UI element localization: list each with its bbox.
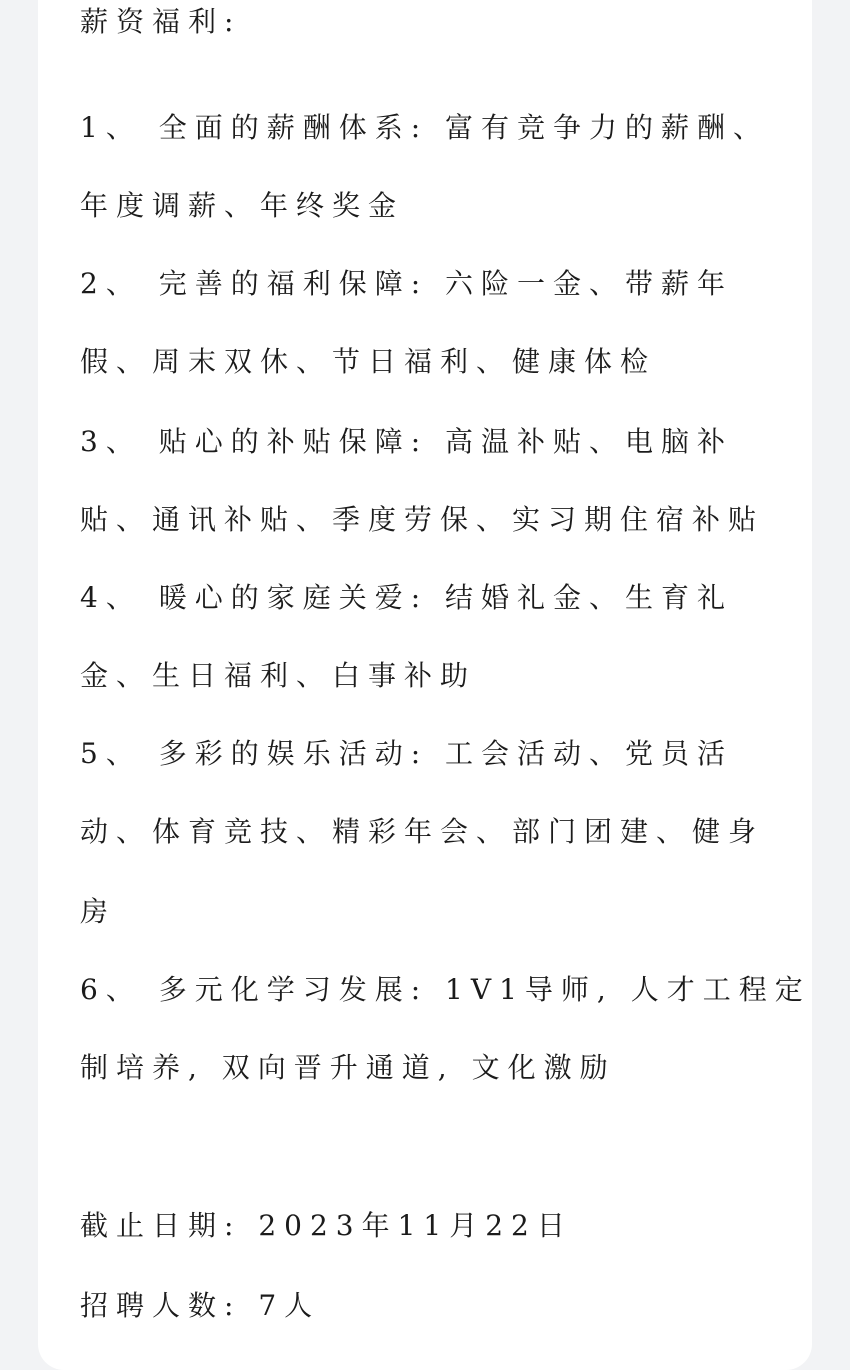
benefit-line: 2、 完善的福利保障: 六险一金、带薪年 [80,267,734,300]
benefit-line: 4、 暖心的家庭关爱: 结婚礼金、生育礼 [80,581,734,614]
benefit-line: 1、 全面的薪酬体系: 富有竞争力的薪酬、 [80,111,770,144]
benefit-line: 制培养, 双向晋升通道, 文化激励 [80,1051,616,1084]
benefit-line: 贴、通讯补贴、季度劳保、实习期住宿补贴 [80,503,765,536]
benefit-line: 房 [80,895,117,928]
benefit-line: 金、生日福利、白事补助 [80,659,477,692]
benefit-line: 5、 多彩的娱乐活动: 工会活动、党员活 [80,737,734,770]
benefit-line: 动、体育竞技、精彩年会、部门团建、健身 [80,815,765,848]
benefit-line: 年度调薪、年终奖金 [80,189,405,222]
benefits-heading: 薪资福利: [80,5,242,38]
benefit-line: 3、 贴心的补贴保障: 高温补贴、电脑补 [80,425,734,458]
benefit-line: 6、 多元化学习发展: 1V1导师, 人才工程定 [80,973,811,1006]
benefit-line: 假、周末双休、节日福利、健康体检 [80,345,657,378]
headcount-text: 招聘人数: 7人 [80,1289,321,1322]
deadline-text: 截止日期: 2023年11月22日 [80,1209,573,1242]
